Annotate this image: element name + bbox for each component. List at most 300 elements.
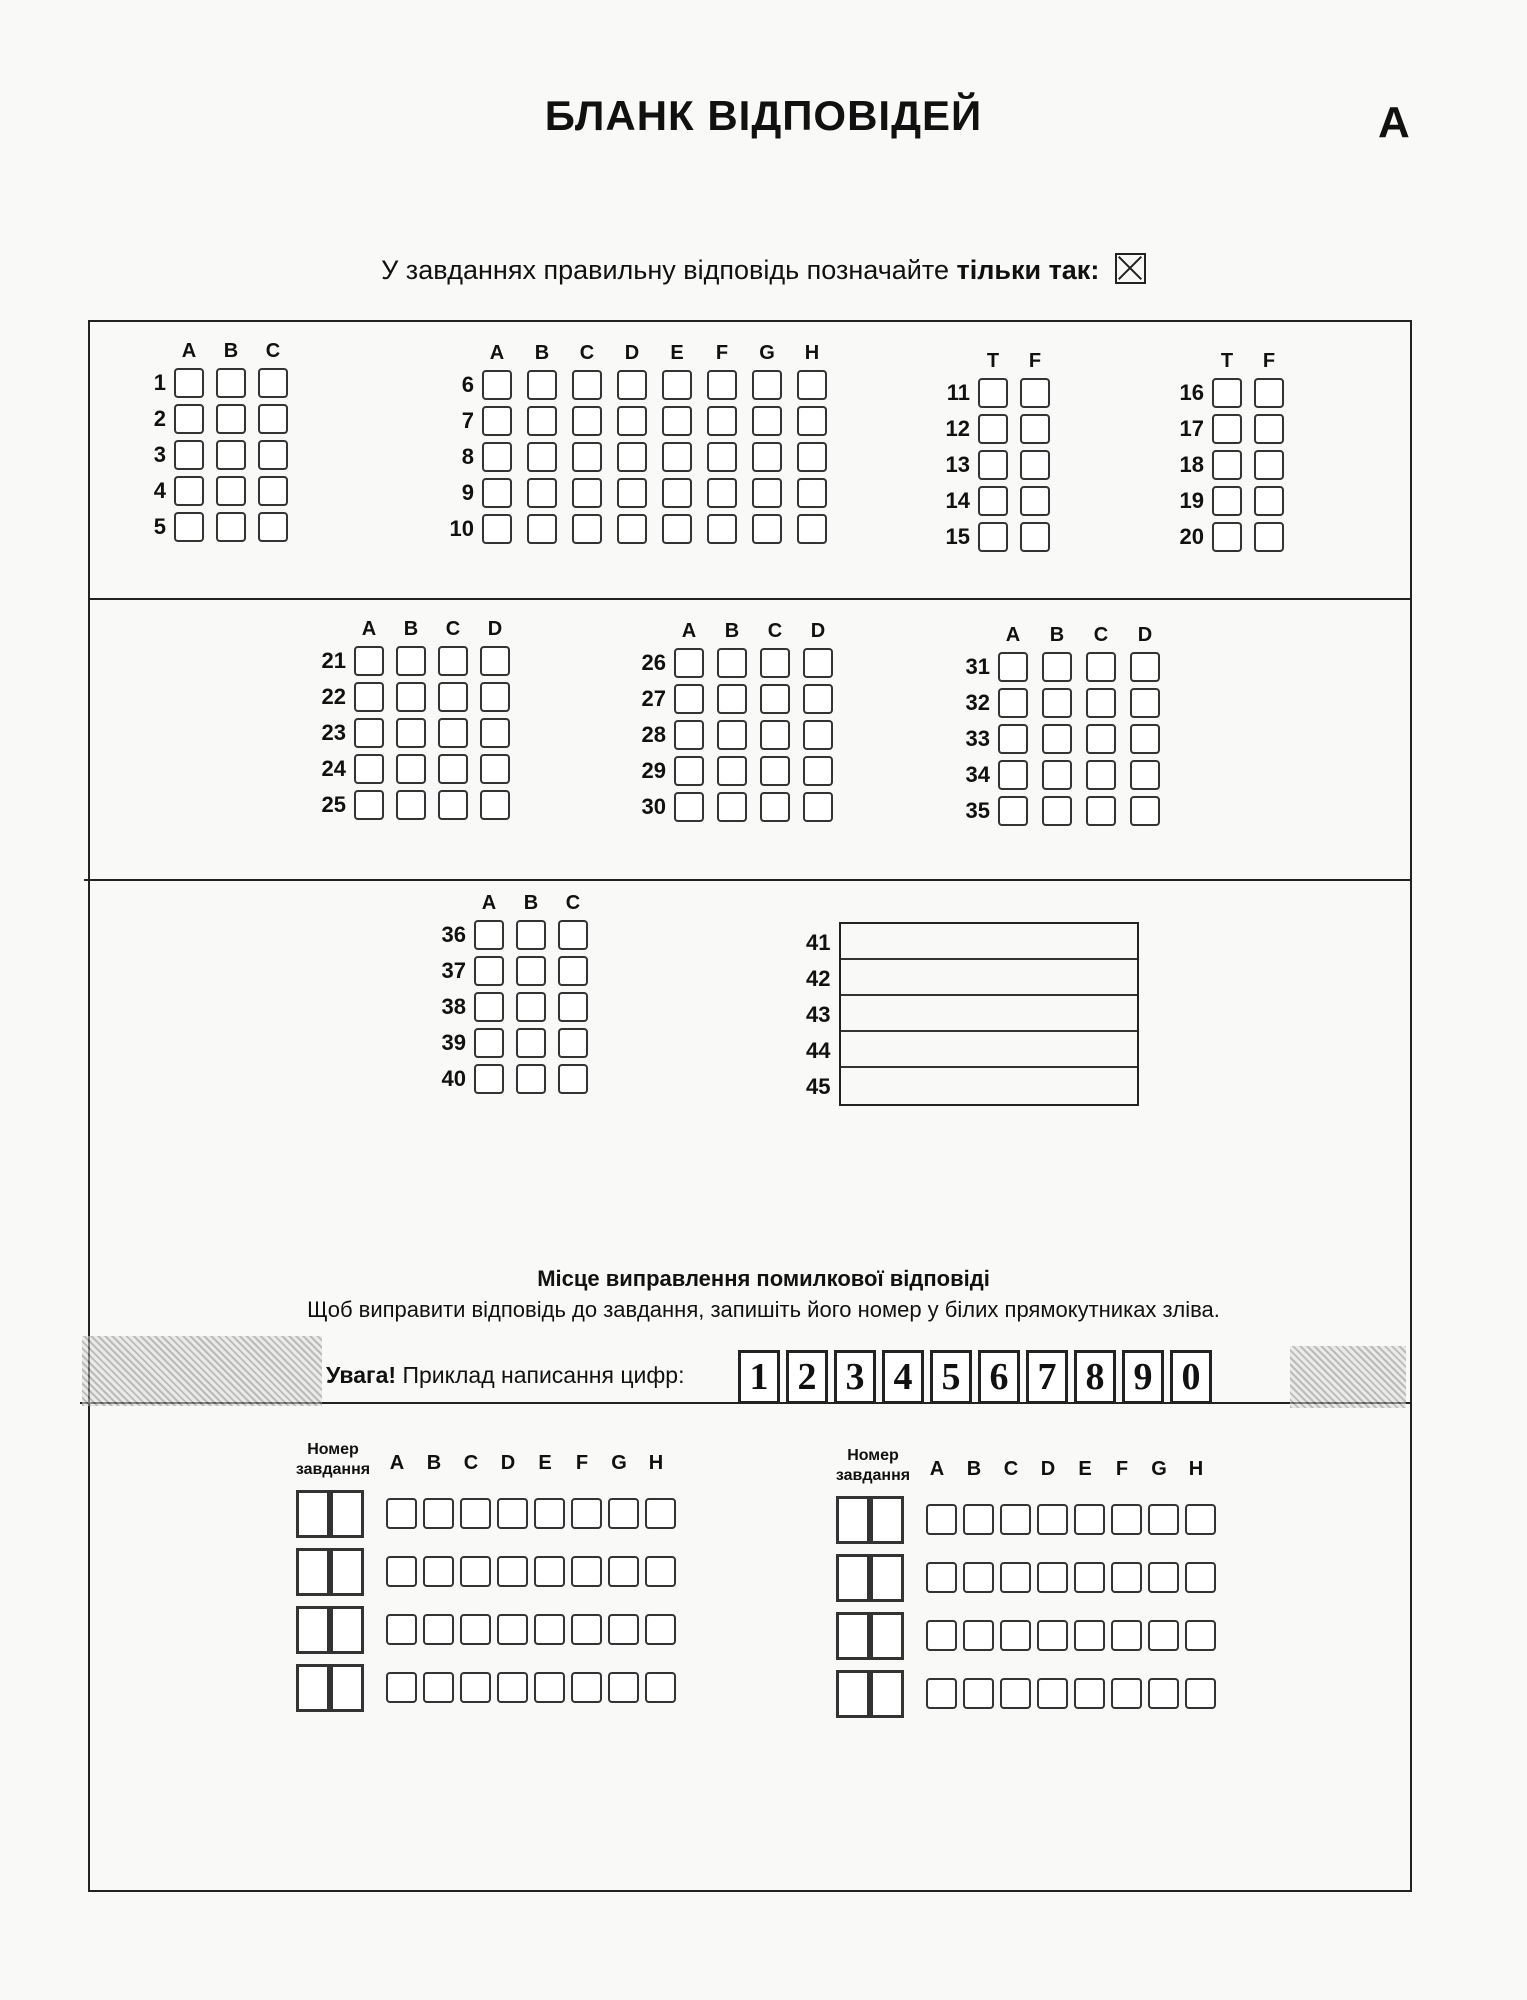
task-number-input[interactable] [870, 1670, 904, 1718]
answer-checkbox-32-c[interactable] [1086, 688, 1116, 718]
answer-checkbox-3-b[interactable] [216, 440, 246, 470]
answer-checkbox-6-f[interactable] [707, 370, 737, 400]
answer-checkbox-38-b[interactable] [516, 992, 546, 1022]
correction-checkbox-b[interactable] [423, 1498, 454, 1529]
answer-checkbox-2-b[interactable] [216, 404, 246, 434]
question-number: 11 [946, 380, 970, 405]
answer-checkbox-26-a[interactable] [674, 648, 704, 678]
question-number: 44 [806, 1038, 831, 1063]
option-header: H [1188, 1458, 1204, 1480]
answer-checkbox-13-f[interactable] [1020, 450, 1050, 480]
answer-checkbox-35-d[interactable] [1130, 796, 1160, 826]
answer-checkbox-15-t[interactable] [978, 522, 1008, 552]
answer-checkbox-14-t[interactable] [978, 486, 1008, 516]
task-number-input[interactable] [836, 1554, 870, 1602]
option-header: A [1005, 624, 1021, 646]
answer-checkbox-31-c[interactable] [1086, 652, 1116, 682]
answer-checkbox-8-e[interactable] [662, 442, 692, 472]
correction-checkbox-a[interactable] [926, 1620, 957, 1651]
correction-checkbox-a[interactable] [926, 1504, 957, 1535]
answer-checkbox-10-g[interactable] [752, 514, 782, 544]
answer-checkbox-35-c[interactable] [1086, 796, 1116, 826]
answer-checkbox-31-d[interactable] [1130, 652, 1160, 682]
answer-checkbox-14-f[interactable] [1020, 486, 1050, 516]
answer-checkbox-10-d[interactable] [617, 514, 647, 544]
task-number-input[interactable] [870, 1612, 904, 1660]
correction-checkbox-a[interactable] [386, 1614, 417, 1645]
question-number: 9 [461, 480, 474, 505]
answer-checkbox-4-b[interactable] [216, 476, 246, 506]
task-number-input[interactable] [870, 1554, 904, 1602]
answer-checkbox-1-b[interactable] [216, 368, 246, 398]
question-number: 39 [441, 1030, 466, 1055]
correction-checkbox-f[interactable] [571, 1614, 602, 1645]
correction-checkbox-g[interactable] [1148, 1562, 1179, 1593]
answer-checkbox-9-e[interactable] [662, 478, 692, 508]
answer-checkbox-6-b[interactable] [527, 370, 557, 400]
answer-checkbox-22-b[interactable] [396, 682, 426, 712]
answer-checkbox-1-c[interactable] [258, 368, 288, 398]
correction-checkbox-b[interactable] [423, 1672, 454, 1703]
correction-checkbox-c[interactable] [460, 1672, 491, 1703]
question-number: 32 [965, 690, 990, 715]
answer-checkbox-22-d[interactable] [480, 682, 510, 712]
question-number: 29 [641, 758, 666, 783]
question-number: 31 [965, 654, 990, 679]
task-number-input[interactable] [836, 1612, 870, 1660]
option-header: B [426, 1452, 442, 1474]
correction-checkbox-c[interactable] [1000, 1678, 1031, 1709]
correction-checkbox-f[interactable] [571, 1672, 602, 1703]
digit-sample: 7 [1026, 1350, 1068, 1404]
option-header: A [489, 342, 505, 364]
section-divider-2 [84, 879, 1410, 881]
answer-checkbox-17-t[interactable] [1212, 414, 1242, 444]
correction-checkbox-a[interactable] [386, 1672, 417, 1703]
digit-sample: 1 [738, 1350, 780, 1404]
answer-checkbox-26-b[interactable] [717, 648, 747, 678]
correction-checkbox-g[interactable] [1148, 1620, 1179, 1651]
correction-checkbox-b[interactable] [963, 1562, 994, 1593]
answer-sheet-frame [88, 320, 1412, 1892]
correction-checkbox-d[interactable] [1037, 1620, 1068, 1651]
question-number: 3 [153, 442, 166, 467]
question-number: 42 [806, 966, 831, 991]
answer-checkbox-13-t[interactable] [978, 450, 1008, 480]
answer-checkbox-37-c[interactable] [558, 956, 588, 986]
question-number: 20 [1179, 524, 1204, 549]
option-header: C [565, 892, 581, 914]
task-number-input[interactable] [296, 1490, 330, 1538]
correction-checkbox-g[interactable] [608, 1498, 639, 1529]
answer-checkbox-32-a[interactable] [998, 688, 1028, 718]
answer-checkbox-7-c[interactable] [572, 406, 602, 436]
answer-checkbox-7-b[interactable] [527, 406, 557, 436]
answer-checkbox-25-c[interactable] [438, 790, 468, 820]
correction-checkbox-b[interactable] [963, 1678, 994, 1709]
correction-checkbox-d[interactable] [497, 1672, 528, 1703]
answer-checkbox-10-a[interactable] [482, 514, 512, 544]
marking-instruction [0, 253, 1527, 286]
answer-checkbox-39-b[interactable] [516, 1028, 546, 1058]
correction-checkbox-c[interactable] [460, 1498, 491, 1529]
answer-checkbox-28-a[interactable] [674, 720, 704, 750]
correction-checkbox-c[interactable] [460, 1556, 491, 1587]
answer-checkbox-27-b[interactable] [717, 684, 747, 714]
correction-checkbox-h[interactable] [1185, 1562, 1216, 1593]
answer-checkbox-19-t[interactable] [1212, 486, 1242, 516]
task-number-input[interactable] [296, 1548, 330, 1596]
answer-checkbox-9-g[interactable] [752, 478, 782, 508]
answer-checkbox-8-d[interactable] [617, 442, 647, 472]
answer-checkbox-21-d[interactable] [480, 646, 510, 676]
answer-checkbox-18-f[interactable] [1254, 450, 1284, 480]
answer-checkbox-24-d[interactable] [480, 754, 510, 784]
answer-checkbox-9-f[interactable] [707, 478, 737, 508]
answer-checkbox-11-f[interactable] [1020, 378, 1050, 408]
question-number: 22 [321, 684, 346, 709]
question-number: 1 [153, 370, 166, 395]
answer-checkbox-31-a[interactable] [998, 652, 1028, 682]
correction-checkbox-d[interactable] [497, 1614, 528, 1645]
answer-checkbox-15-f[interactable] [1020, 522, 1050, 552]
answer-checkbox-31-b[interactable] [1042, 652, 1072, 682]
answer-checkbox-7-e[interactable] [662, 406, 692, 436]
answer-checkbox-8-c[interactable] [572, 442, 602, 472]
answer-checkbox-9-a[interactable] [482, 478, 512, 508]
task-number-input[interactable] [836, 1496, 870, 1544]
correction-checkbox-d[interactable] [1037, 1678, 1068, 1709]
question-number: 34 [965, 762, 990, 787]
answer-checkbox-37-b[interactable] [516, 956, 546, 986]
correction-checkbox-f[interactable] [1111, 1678, 1142, 1709]
correction-checkbox-a[interactable] [926, 1562, 957, 1593]
correction-checkbox-e[interactable] [1074, 1562, 1105, 1593]
correction-checkbox-f[interactable] [571, 1498, 602, 1529]
question-number: 38 [441, 994, 466, 1019]
answer-checkbox-20-t[interactable] [1212, 522, 1242, 552]
answer-checkbox-6-d[interactable] [617, 370, 647, 400]
answer-checkbox-38-c[interactable] [558, 992, 588, 1022]
question-number: 7 [461, 408, 474, 433]
answer-checkbox-33-b[interactable] [1042, 724, 1072, 754]
answer-checkbox-29-a[interactable] [674, 756, 704, 786]
option-header: B [523, 892, 539, 914]
correction-checkbox-g[interactable] [608, 1672, 639, 1703]
answer-checkbox-5-c[interactable] [258, 512, 288, 542]
correction-checkbox-d[interactable] [497, 1498, 528, 1529]
correction-checkbox-e[interactable] [534, 1498, 565, 1529]
answer-checkbox-25-a[interactable] [354, 790, 384, 820]
question-number: 10 [449, 516, 474, 541]
option-header: F [1028, 350, 1042, 372]
digit-samples [738, 1350, 1218, 1404]
answer-checkbox-34-a[interactable] [998, 760, 1028, 790]
answer-checkbox-22-a[interactable] [354, 682, 384, 712]
correction-checkbox-g[interactable] [1148, 1678, 1179, 1709]
task-number-input[interactable] [330, 1664, 364, 1712]
correction-checkbox-h[interactable] [645, 1614, 676, 1645]
correction-checkbox-d[interactable] [1037, 1504, 1068, 1535]
answer-checkbox-33-a[interactable] [998, 724, 1028, 754]
answer-checkbox-6-g[interactable] [752, 370, 782, 400]
question-number: 2 [153, 406, 166, 431]
correction-checkbox-c[interactable] [1000, 1504, 1031, 1535]
correction-checkbox-d[interactable] [497, 1556, 528, 1587]
answer-checkbox-40-c[interactable] [558, 1064, 588, 1094]
question-number: 5 [153, 514, 166, 539]
answer-checkbox-18-t[interactable] [1212, 450, 1242, 480]
correction-checkbox-b[interactable] [963, 1620, 994, 1651]
answer-checkbox-12-t[interactable] [978, 414, 1008, 444]
task-number-input[interactable] [836, 1670, 870, 1718]
answer-checkbox-9-d[interactable] [617, 478, 647, 508]
answer-checkbox-21-b[interactable] [396, 646, 426, 676]
correction-checkbox-e[interactable] [534, 1672, 565, 1703]
option-header: H [804, 342, 820, 364]
answer-checkbox-27-c[interactable] [760, 684, 790, 714]
question-number: 30 [641, 794, 666, 819]
option-header: C [463, 1452, 479, 1474]
question-number: 21 [321, 648, 346, 673]
example-cross-icon [1115, 253, 1146, 284]
correction-checkbox-h[interactable] [645, 1498, 676, 1529]
answer-checkbox-16-t[interactable] [1212, 378, 1242, 408]
option-header: D [1137, 624, 1153, 646]
task-number-input[interactable] [330, 1490, 364, 1538]
answer-checkbox-6-h[interactable] [797, 370, 827, 400]
answer-checkbox-8-f[interactable] [707, 442, 737, 472]
option-header: A [681, 620, 697, 642]
answer-checkbox-2-a[interactable] [174, 404, 204, 434]
answer-checkbox-4-a[interactable] [174, 476, 204, 506]
question-number: 13 [945, 452, 970, 477]
answer-checkbox-29-c[interactable] [760, 756, 790, 786]
answer-checkbox-10-b[interactable] [527, 514, 557, 544]
option-header: A [181, 340, 197, 362]
correction-checkbox-f[interactable] [571, 1556, 602, 1587]
option-header: B [724, 620, 740, 642]
question-number: 35 [965, 798, 990, 823]
answer-checkbox-28-c[interactable] [760, 720, 790, 750]
answer-checkbox-36-c[interactable] [558, 920, 588, 950]
answer-checkbox-6-e[interactable] [662, 370, 692, 400]
answer-checkbox-27-d[interactable] [803, 684, 833, 714]
task-number-input[interactable] [870, 1496, 904, 1544]
correction-checkbox-a[interactable] [926, 1678, 957, 1709]
answer-checkbox-40-a[interactable] [474, 1064, 504, 1094]
answer-checkbox-3-c[interactable] [258, 440, 288, 470]
correction-checkbox-h[interactable] [645, 1672, 676, 1703]
answer-checkbox-7-f[interactable] [707, 406, 737, 436]
correction-checkbox-e[interactable] [1074, 1620, 1105, 1651]
correction-checkbox-f[interactable] [1111, 1620, 1142, 1651]
question-number: 14 [945, 488, 970, 513]
answer-checkbox-22-c[interactable] [438, 682, 468, 712]
answer-checkbox-8-a[interactable] [482, 442, 512, 472]
answer-checkbox-36-b[interactable] [516, 920, 546, 950]
correction-checkbox-a[interactable] [386, 1556, 417, 1587]
answer-checkbox-23-c[interactable] [438, 718, 468, 748]
answer-checkbox-35-a[interactable] [998, 796, 1028, 826]
question-number: 26 [641, 650, 666, 675]
correction-checkbox-e[interactable] [534, 1614, 565, 1645]
section-divider-1 [88, 598, 1410, 600]
answer-checkbox-34-c[interactable] [1086, 760, 1116, 790]
answer-checkbox-8-b[interactable] [527, 442, 557, 472]
answer-checkbox-26-c[interactable] [760, 648, 790, 678]
task-number-input[interactable] [330, 1548, 364, 1596]
question-number: 41 [806, 930, 831, 955]
question-number: 33 [965, 726, 990, 751]
task-number-input[interactable] [330, 1606, 364, 1654]
correction-checkbox-a[interactable] [386, 1498, 417, 1529]
answer-checkbox-23-a[interactable] [354, 718, 384, 748]
answer-checkbox-21-a[interactable] [354, 646, 384, 676]
correction-checkbox-e[interactable] [1074, 1504, 1105, 1535]
task-number-input[interactable] [296, 1664, 330, 1712]
correction-checkbox-b[interactable] [963, 1504, 994, 1535]
answer-checkbox-9-c[interactable] [572, 478, 602, 508]
answer-checkbox-4-c[interactable] [258, 476, 288, 506]
question-number: 19 [1179, 488, 1204, 513]
option-header: G [611, 1452, 627, 1474]
correction-checkbox-h[interactable] [1185, 1504, 1216, 1535]
answer-checkbox-30-a[interactable] [674, 792, 704, 822]
answer-checkbox-24-b[interactable] [396, 754, 426, 784]
correction-checkbox-g[interactable] [608, 1556, 639, 1587]
option-header: C [767, 620, 783, 642]
answer-checkbox-34-d[interactable] [1130, 760, 1160, 790]
answer-checkbox-20-f[interactable] [1254, 522, 1284, 552]
answer-checkbox-30-c[interactable] [760, 792, 790, 822]
answer-checkbox-29-d[interactable] [803, 756, 833, 786]
answer-checkbox-19-f[interactable] [1254, 486, 1284, 516]
answer-checkbox-5-a[interactable] [174, 512, 204, 542]
correction-checkbox-e[interactable] [534, 1556, 565, 1587]
option-header: E [1078, 1458, 1092, 1480]
option-header: F [1115, 1458, 1129, 1480]
answer-checkbox-8-g[interactable] [752, 442, 782, 472]
correction-checkbox-c[interactable] [460, 1614, 491, 1645]
option-header: G [1151, 1458, 1167, 1480]
answer-checkbox-36-a[interactable] [474, 920, 504, 950]
instruction-bold: тільки так: [956, 255, 1100, 285]
option-header: G [759, 342, 775, 364]
answer-checkbox-17-f[interactable] [1254, 414, 1284, 444]
answer-checkbox-27-a[interactable] [674, 684, 704, 714]
correction-checkbox-c[interactable] [1000, 1562, 1031, 1593]
answer-checkbox-9-h[interactable] [797, 478, 827, 508]
correction-checkbox-f[interactable] [1111, 1562, 1142, 1593]
answer-checkbox-25-b[interactable] [396, 790, 426, 820]
correction-title: Місце виправлення помилкової відповіді [537, 1266, 990, 1291]
answer-checkbox-9-b[interactable] [527, 478, 557, 508]
correction-checkbox-g[interactable] [608, 1614, 639, 1645]
correction-checkbox-b[interactable] [423, 1556, 454, 1587]
question-number: 6 [461, 372, 474, 397]
answer-checkbox-16-f[interactable] [1254, 378, 1284, 408]
answer-checkbox-32-d[interactable] [1130, 688, 1160, 718]
open-answer-field[interactable] [839, 922, 1139, 1106]
answer-checkbox-12-f[interactable] [1020, 414, 1050, 444]
correction-checkbox-b[interactable] [423, 1614, 454, 1645]
answer-checkbox-24-c[interactable] [438, 754, 468, 784]
task-number-label: завдання [835, 1467, 911, 1484]
option-header: T [1220, 350, 1234, 372]
correction-checkbox-h[interactable] [645, 1556, 676, 1587]
answer-checkbox-10-f[interactable] [707, 514, 737, 544]
answer-checkbox-5-b[interactable] [216, 512, 246, 542]
answer-checkbox-32-b[interactable] [1042, 688, 1072, 718]
option-header: F [715, 342, 729, 364]
answer-checkbox-6-a[interactable] [482, 370, 512, 400]
answer-checkbox-23-b[interactable] [396, 718, 426, 748]
answer-checkbox-34-b[interactable] [1042, 760, 1072, 790]
answer-checkbox-39-c[interactable] [558, 1028, 588, 1058]
correction-checkbox-d[interactable] [1037, 1562, 1068, 1593]
answer-checkbox-33-d[interactable] [1130, 724, 1160, 754]
answer-checkbox-25-d[interactable] [480, 790, 510, 820]
option-header: B [534, 342, 550, 364]
answer-checkbox-24-a[interactable] [354, 754, 384, 784]
answer-checkbox-35-b[interactable] [1042, 796, 1072, 826]
answer-checkbox-26-d[interactable] [803, 648, 833, 678]
answer-checkbox-10-h[interactable] [797, 514, 827, 544]
correction-checkbox-g[interactable] [1148, 1504, 1179, 1535]
option-header: C [265, 340, 281, 362]
question-number: 27 [641, 686, 666, 711]
correction-checkbox-e[interactable] [1074, 1678, 1105, 1709]
question-number: 15 [945, 524, 970, 549]
answer-checkbox-6-c[interactable] [572, 370, 602, 400]
answer-checkbox-33-c[interactable] [1086, 724, 1116, 754]
answer-checkbox-40-b[interactable] [516, 1064, 546, 1094]
option-header: D [1040, 1458, 1056, 1480]
digit-sample: 5 [930, 1350, 972, 1404]
answer-checkbox-3-a[interactable] [174, 440, 204, 470]
correction-checkbox-h[interactable] [1185, 1678, 1216, 1709]
answer-checkbox-2-c[interactable] [258, 404, 288, 434]
answer-checkbox-8-h[interactable] [797, 442, 827, 472]
question-number: 16 [1179, 380, 1204, 405]
answer-checkbox-28-d[interactable] [803, 720, 833, 750]
digit-sample: 8 [1074, 1350, 1116, 1404]
correction-checkbox-h[interactable] [1185, 1620, 1216, 1651]
answer-checkbox-28-b[interactable] [717, 720, 747, 750]
answer-checkbox-30-b[interactable] [717, 792, 747, 822]
answer-checkbox-1-a[interactable] [174, 368, 204, 398]
task-number-input[interactable] [296, 1606, 330, 1654]
option-header: B [966, 1458, 982, 1480]
answer-checkbox-37-a[interactable] [474, 956, 504, 986]
answer-checkbox-10-e[interactable] [662, 514, 692, 544]
correction-checkbox-c[interactable] [1000, 1620, 1031, 1651]
correction-checkbox-f[interactable] [1111, 1504, 1142, 1535]
answer-checkbox-30-d[interactable] [803, 792, 833, 822]
answer-checkbox-7-a[interactable] [482, 406, 512, 436]
answer-checkbox-29-b[interactable] [717, 756, 747, 786]
answer-checkbox-7-h[interactable] [797, 406, 827, 436]
answer-checkbox-39-a[interactable] [474, 1028, 504, 1058]
answer-checkbox-38-a[interactable] [474, 992, 504, 1022]
answer-checkbox-23-d[interactable] [480, 718, 510, 748]
answer-checkbox-21-c[interactable] [438, 646, 468, 676]
answer-checkbox-10-c[interactable] [572, 514, 602, 544]
answer-checkbox-7-g[interactable] [752, 406, 782, 436]
answer-checkbox-7-d[interactable] [617, 406, 647, 436]
answer-checkbox-11-t[interactable] [978, 378, 1008, 408]
